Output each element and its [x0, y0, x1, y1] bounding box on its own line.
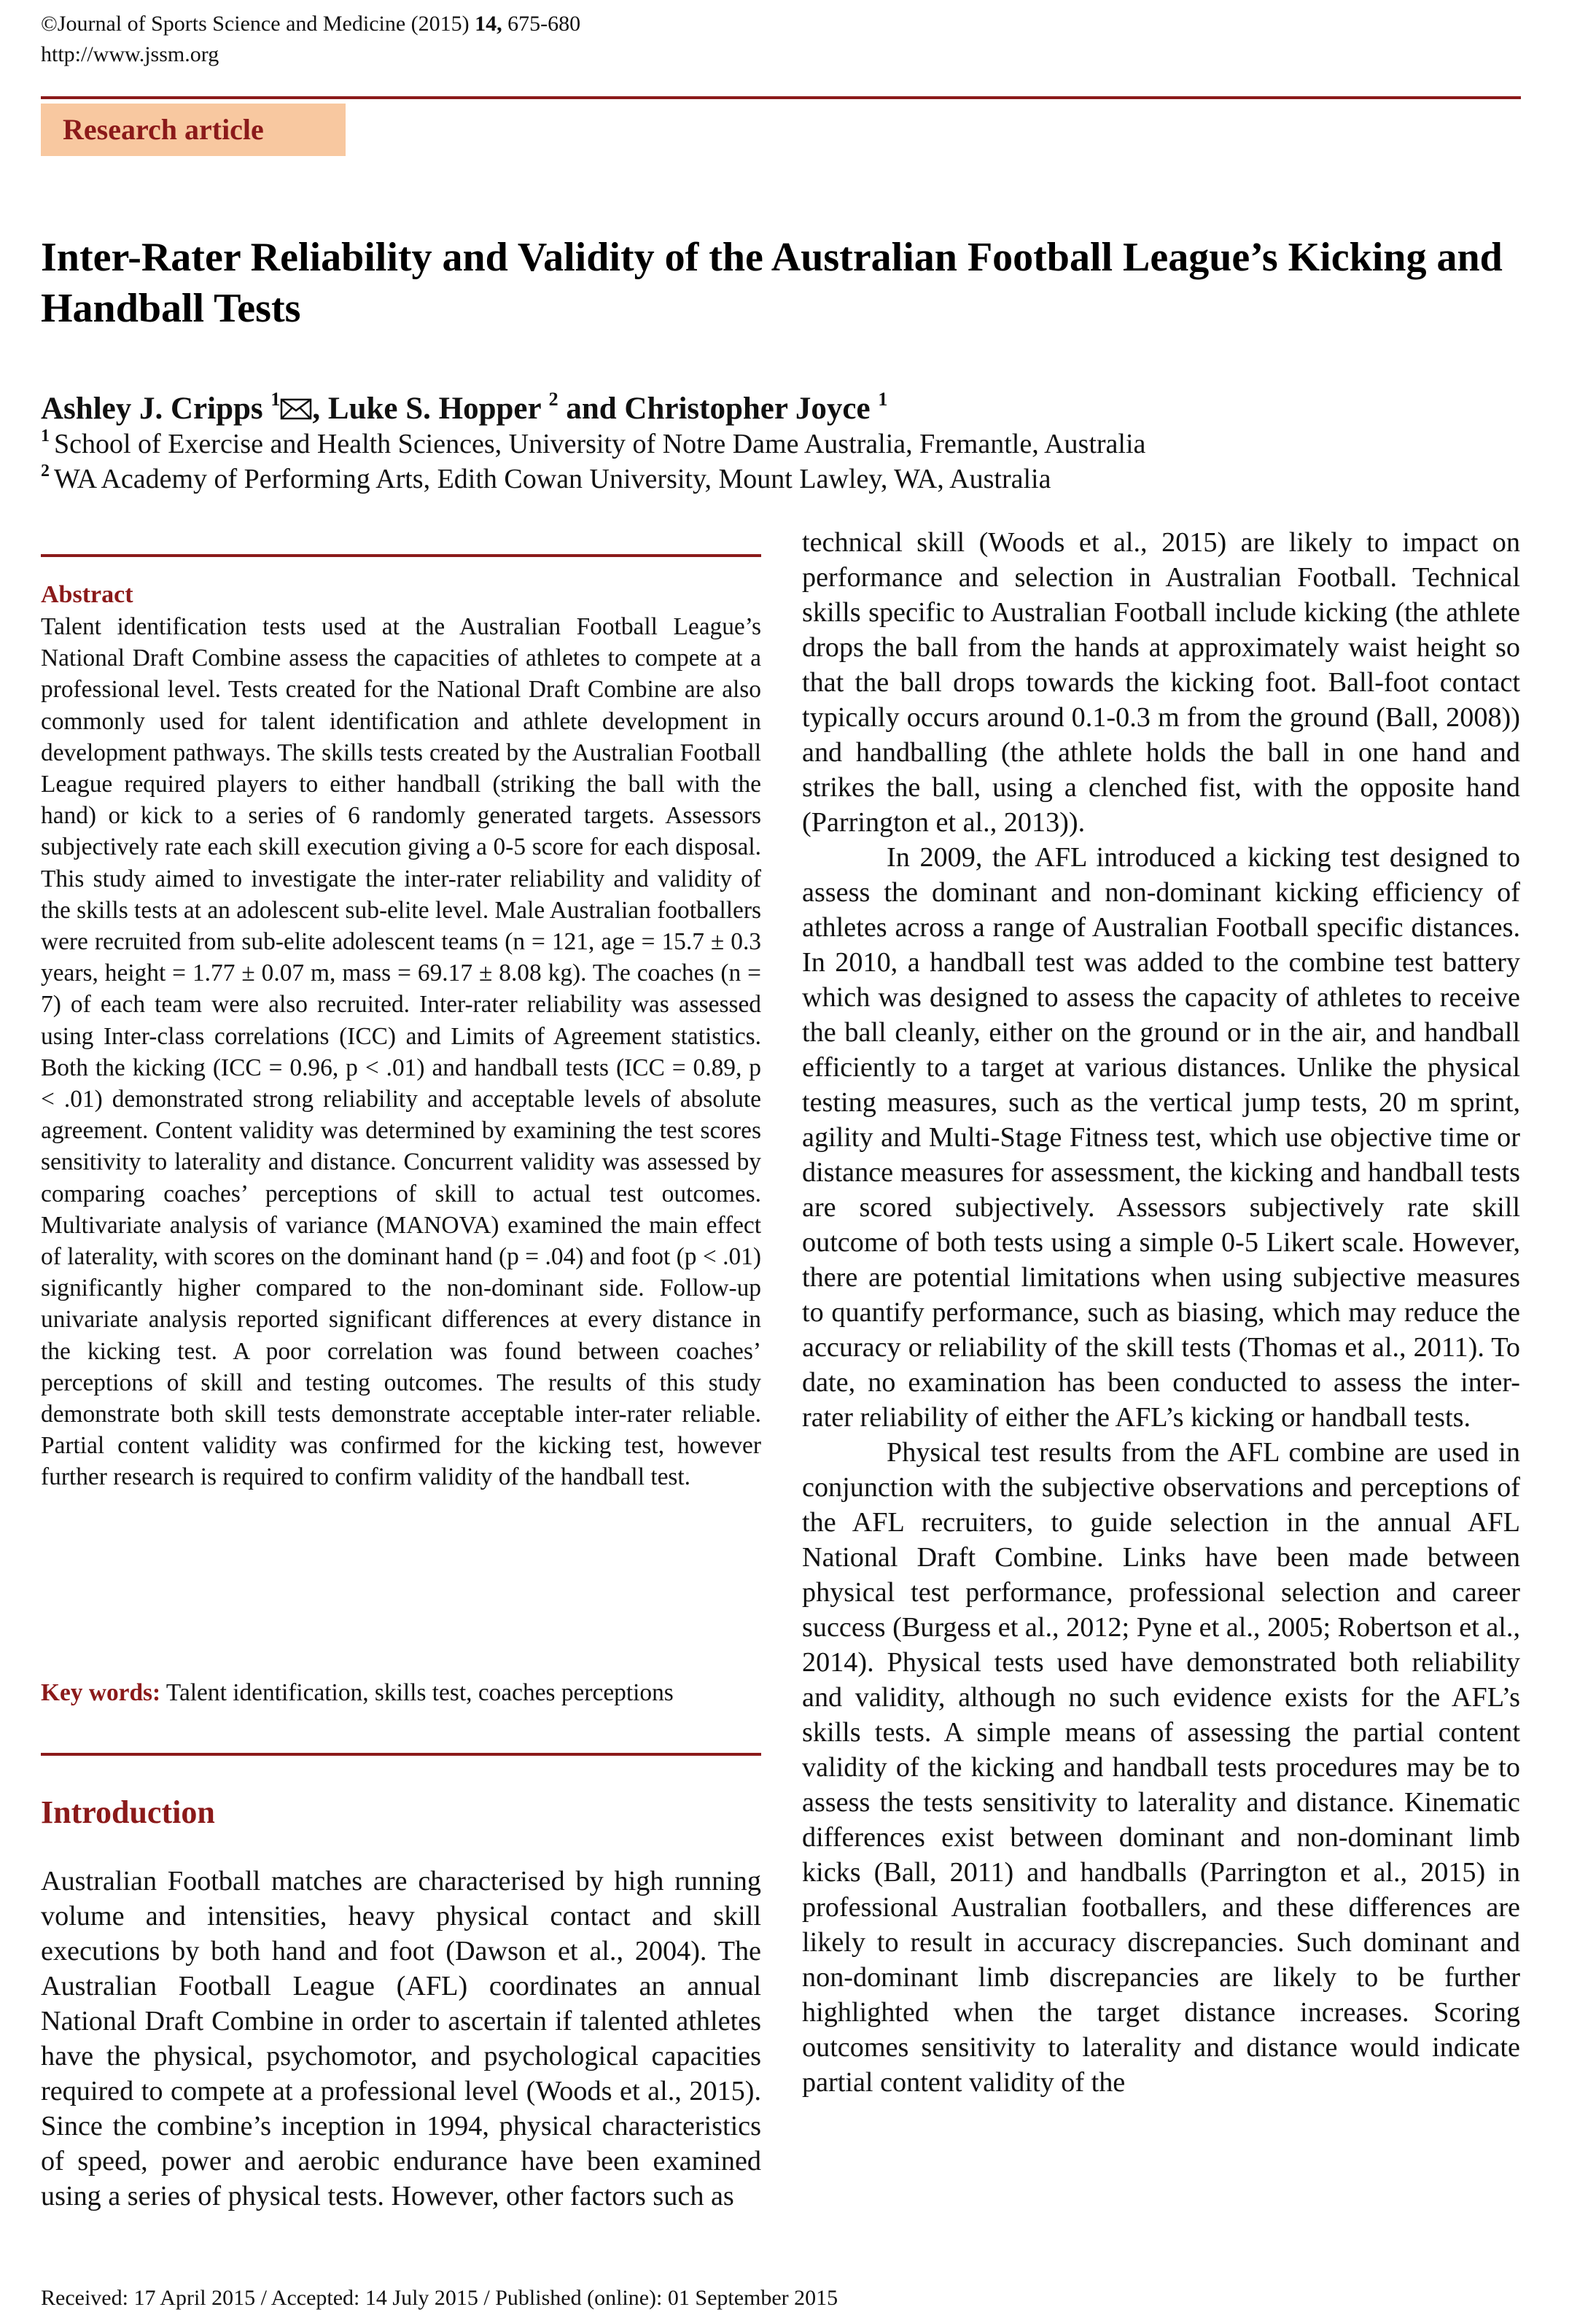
- introduction-heading: Introduction: [41, 1794, 215, 1830]
- publication-dates: Received: 17 April 2015 / Accepted: 14 July 2015 / Published (online): 01 September 2015: [41, 2286, 838, 2310]
- abstract-bottom-rule: [41, 1753, 761, 1756]
- author-3: and Christopher Joyce: [558, 392, 871, 426]
- affiliation-2: $^2$ WA Academy of Performing Arts, Edith Cowan University, Mount Lawley, WA, Australia: [41, 462, 1051, 494]
- abstract-heading: Abstract: [41, 581, 133, 608]
- envelope-icon[interactable]: [280, 398, 312, 420]
- abstract-text: Talent identification tests used at the Australian Football League’s National Draft Combine assess the capacities of athletes to compete at a professional level. Tests created for the National Draft Combine are also commonly used for talent identification and athlete development in development pathways. The skills tests created by the Australian Football League required players to either handball (striking the ball with the hand) or kick to a series of 6 randomly generated targets. Assessors subjectively rate each skill execution giving a 0-5 score for each disposal. This study aimed to investigate the inter-rater reliability and validity of the skills tests at an adolescent sub-elite level. Male Australian footballers were recruited from sub-elite adolescent teams (n = 121, age = 15.7 ± 0.3 years, height = 1.77 ± 0.07 m, mass = 69.17 ± 8.08 kg). The coaches (n = 7) of each team were also recruited. Inter-rater reliability was assessed using Inter-class correlations (ICC) and Limits of Agreement statistics. Both the kicking (ICC = 0.96, p < .01) and handball tests (ICC = 0.89, p < .01) demonstrated strong reliability and acceptable levels of absolute agreement. Content validity was determined by examining the test scores sensitivity to laterality and distance. Concurrent validity was assessed by comparing coaches’ perceptions of skill to actual test outcomes. Multivariate analysis of variance (MANOVA) examined the main effect of laterality, with scores on the dominant hand (p = .04) and foot (p < .01) significantly higher compared to the non-dominant side. Follow-up univariate analysis reported significant differences at every distance in the kicking test. A poor correlation was found between coaches’ perceptions of skill and testing outcomes. The results of this study demonstrate both skill tests demonstrate acceptable inter-rater reliable. Partial content validity was confirmed for the kicking test, however further research is required to confirm validity of the handball test.: [41, 613, 761, 1491]
- abstract-top-rule: [41, 554, 761, 557]
- author-1: Ashley J. Cripps: [41, 392, 263, 426]
- journal-volume: 14,: [475, 12, 502, 36]
- body-paragraph-2: In 2009, the AFL introduced a kicking test designed to assess the dominant and non-dominant kicking efficiency of athletes across a range of Australian Football specific distances. In 2010, a handball test was added to the combine test battery which was designed to assess the capacity of athletes to receive the ball cleanly, either on the ground or in the air, and handball efficiently to a target at various distances. Unlike the physical testing measures, such as the vertical jump tests, 20 m sprint, agility and Multi-Stage Fitness test, which use objective time or distance measures for assessment, the kicking and handball tests are scored subjectively. Assessors subjectively rate skill outcome of both tests using a simple 0-5 Likert scale. However, there are potential limitations when using subjective measures to quantify performance, such as biasing, which may reduce the accuracy or reliability of the skill tests (Thomas et al., 2011). To date, no examination has been conducted to assess the inter-rater reliability of either the AFL’s kicking or handball tests.: [802, 842, 1520, 1433]
- author-2: , Luke S. Hopper: [312, 392, 541, 426]
- journal-url[interactable]: http://www.jssm.org: [41, 42, 219, 66]
- keywords-label: Key words:: [41, 1679, 161, 1706]
- right-column: [802, 525, 1520, 2100]
- introduction-body: [41, 1864, 761, 2214]
- journal-citation: ©Journal of Sports Science and Medicine (2015) 14, 675-680: [41, 12, 581, 36]
- journal-pages: 675-680: [502, 12, 581, 36]
- journal-header: [41, 9, 580, 70]
- author-1-affil: 1: [270, 389, 281, 410]
- abstract: [41, 579, 761, 1493]
- paper-title: Inter-Rater Reliability and Validity of the Australian Football League’s Kicking and Handball Tests: [41, 235, 1503, 331]
- keywords: [41, 1677, 761, 1708]
- keywords-text: Talent identification, skills test, coaches perceptions: [160, 1679, 674, 1706]
- affiliation-1: $^1$ School of Exercise and Health Sciences, University of Notre Dame Australia, Fremantle, Australia: [41, 427, 1146, 459]
- author-3-affil: 1: [878, 389, 888, 410]
- article-type-badge: Research article: [41, 104, 346, 156]
- intro-paragraph: Australian Football matches are characterised by high running volume and intensities, heavy physical contact and skill executions by both hand and foot (Dawson et al., 2004). The Australian Football League (AFL) coordinates an annual National Draft Combine in order to ascertain if talented athletes have the physical, psychomotor, and psychological capacities required to compete at a professional level (Woods et al., 2015). Since the combine’s inception in 1994, physical characteristics of speed, power and aerobic endurance have been examined using a series of physical tests. However, other factors such as: [41, 1866, 761, 2211]
- header-divider: [41, 96, 1521, 99]
- body-paragraph-3: Physical test results from the AFL combine are used in conjunction with the subjective observations and perceptions of the AFL recruiters, to guide selection in the annual AFL National Draft Combine. Links have been made between physical test performance, professional selection and career success (Burgess et al., 2012; Pyne et al., 2005; Robertson et al., 2014). Physical tests used have demonstrated both reliability and validity, although no such evidence exists for the AFL’s skills tests. A simple means of assessing the partial content validity of the kicking and handball tests procedures may be to assess the tests sensitivity to laterality and distance. Kinematic differences exist between dominant and non-dominant limb kicks (Ball, 2011) and handballs (Parrington et al., 2015) in professional Australian footballers, and these differences are likely to result in accuracy discrepancies. Such dominant and non-dominant limb discrepancies are likely to be further highlighted when the target distance increases. Scoring outcomes sensitivity to laterality and distance would indicate partial content validity of the: [802, 1437, 1520, 2098]
- body-paragraph-1: technical skill (Woods et al., 2015) are likely to impact on performance and selection in Australian Football. Technical skills specific to Australian Football include kicking (the athlete drops the ball from the hands at approximately waist height so that the ball drops towards the kicking foot. Ball-foot contact typically occurs around 0.1-0.3 m from the ground (Ball, 2008)) and handballing (the athlete holds the ball in one hand and strikes the ball, using a clenched fist, with the opposite hand (Parrington et al., 2013)).: [802, 527, 1520, 838]
- author-2-affil: 2: [548, 389, 558, 410]
